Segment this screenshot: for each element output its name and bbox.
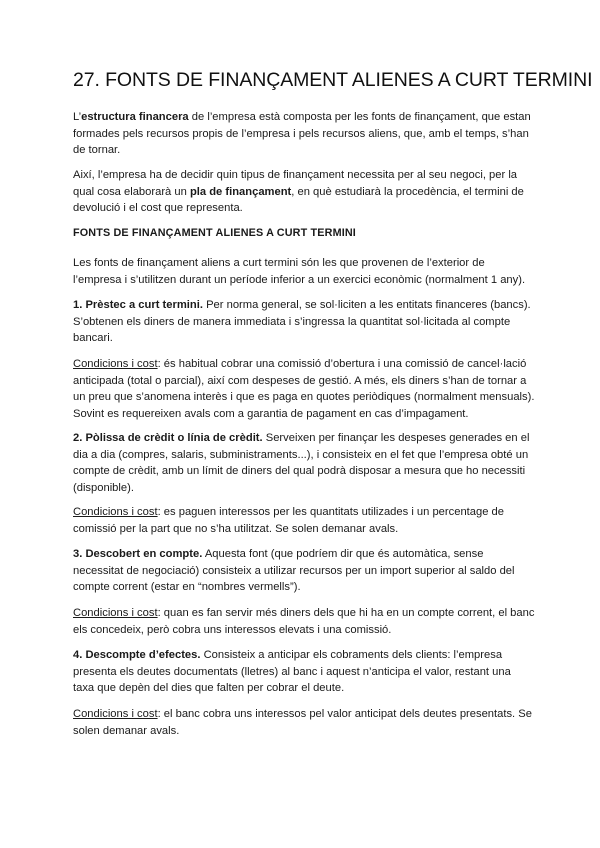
item-3-conditions-text: : quan es fan servir més diners dels que hi ha en un compte corrent, el banc els concedeix, però cobra uns interessos elevats i una comissió. (73, 607, 535, 636)
item-1-text: Per norma general, se sol·liciten a les entitats financeres (bancs). S’obtenen els diners de manera immediata i s’ingressa la quantitat sol·licitada al compte bancari. (73, 299, 531, 345)
intro-p1-bold: estructura financera (81, 111, 189, 123)
conditions-label: Condicions i cost (73, 708, 158, 720)
item-3-heading: 3. Descobert en compte. (73, 548, 203, 560)
intro-p1-rest: de l’empresa està composta per les fonts de finançament, que estan formades pels recursos propis de l’empresa i pels recursos aliens, que, amb el temps, s’han de tornar. (73, 111, 531, 157)
section-intro: Les fonts de finançament aliens a curt termini són les que provenen de l’exterior de l’empresa i s’utilitzen durant un període inferior a un exercici econòmic (normalment 1 any). (73, 257, 526, 286)
intro-paragraph-1 (73, 109, 535, 159)
conditions-label: Condicions i cost (73, 607, 158, 619)
item-2-conditions (73, 504, 535, 537)
item-4-paragraph (73, 647, 535, 697)
section-heading: FONTS DE FINANÇAMENT ALIENES A CURT TERMINI (73, 227, 356, 239)
page-title: 27. FONTS DE FINANÇAMENT ALIENES A CURT TERMINI (73, 69, 593, 91)
conditions-label: Condicions i cost (73, 358, 158, 370)
intro-p2-rest: , en què estudiarà la procedència, el termini de devolució i el cost que representa. (73, 185, 524, 215)
intro-p2-start: Així, l’empresa ha de decidir quin tipus de finançament necessita per al seu negoci, per la qual cosa elaborarà un (73, 169, 518, 198)
item-3-text: Aquesta font (que podríem dir que és automàtica, sense necessitat de negociació) consisteix a utilizar recursos per un import superior al saldo del compte corrent (estar en “nombres vermells”). (73, 548, 515, 594)
item-1-heading: 1. Prèstec a curt termini. (73, 299, 203, 311)
item-2-heading: 2. Pòlissa de crèdit o línia de crèdit. (73, 432, 263, 444)
intro-p2-bold: pla de finançament (189, 185, 292, 198)
item-2-paragraph (73, 430, 535, 496)
item-1-paragraph (73, 297, 535, 347)
item-4-conditions-text: : el banc cobra uns interessos pel valor anticipat dels deutes presentats. Se solen demanar avals. (73, 708, 532, 737)
item-1-conditions-text: : és habitual cobrar una comissió d’obertura i una comissió de cancel·lació anticipada (total o parcial), així com despeses de gestió. A més, els diners s’han de tornar a un preu que s’anomena interès i que es paga en quotes periòdiques (normalment mensuals). Sovint es requereixen avals com a garantia de pagament en cas d’impagament. (73, 358, 535, 420)
item-3-paragraph (73, 546, 535, 596)
item-4-text: Consisteix a anticipar els cobraments dels clients: l’empresa presenta els deutes documentats (lletres) al banc i aquest n’anticipa el valor, restant una taxa que depèn del dies que falten per cobrar el deute. (73, 649, 511, 695)
intro-paragraph-2 (73, 167, 535, 217)
item-3-conditions (73, 605, 535, 638)
item-4-conditions (73, 706, 535, 739)
item-1-conditions (73, 356, 535, 422)
item-2-text: Serveixen per finançar les despeses generades en el dia a dia (compres, salaris, subministraments...), i consisteix en el fet que l’empresa obté un compte de crèdit, amb un límit de diners del qual podrà disposar a mesura que ho necessiti (disponible). (73, 432, 530, 494)
item-2-conditions-text: : es paguen interessos per les quantitats utilizades i un percentage de comissió per la part que no s’ha utilitzat. Se solen demanar avals. (73, 506, 504, 535)
intro-p1-start: L’ (73, 111, 82, 123)
conditions-label: Condicions i cost (73, 506, 158, 518)
item-4-heading: 4. Descompte d’efectes. (73, 649, 201, 661)
